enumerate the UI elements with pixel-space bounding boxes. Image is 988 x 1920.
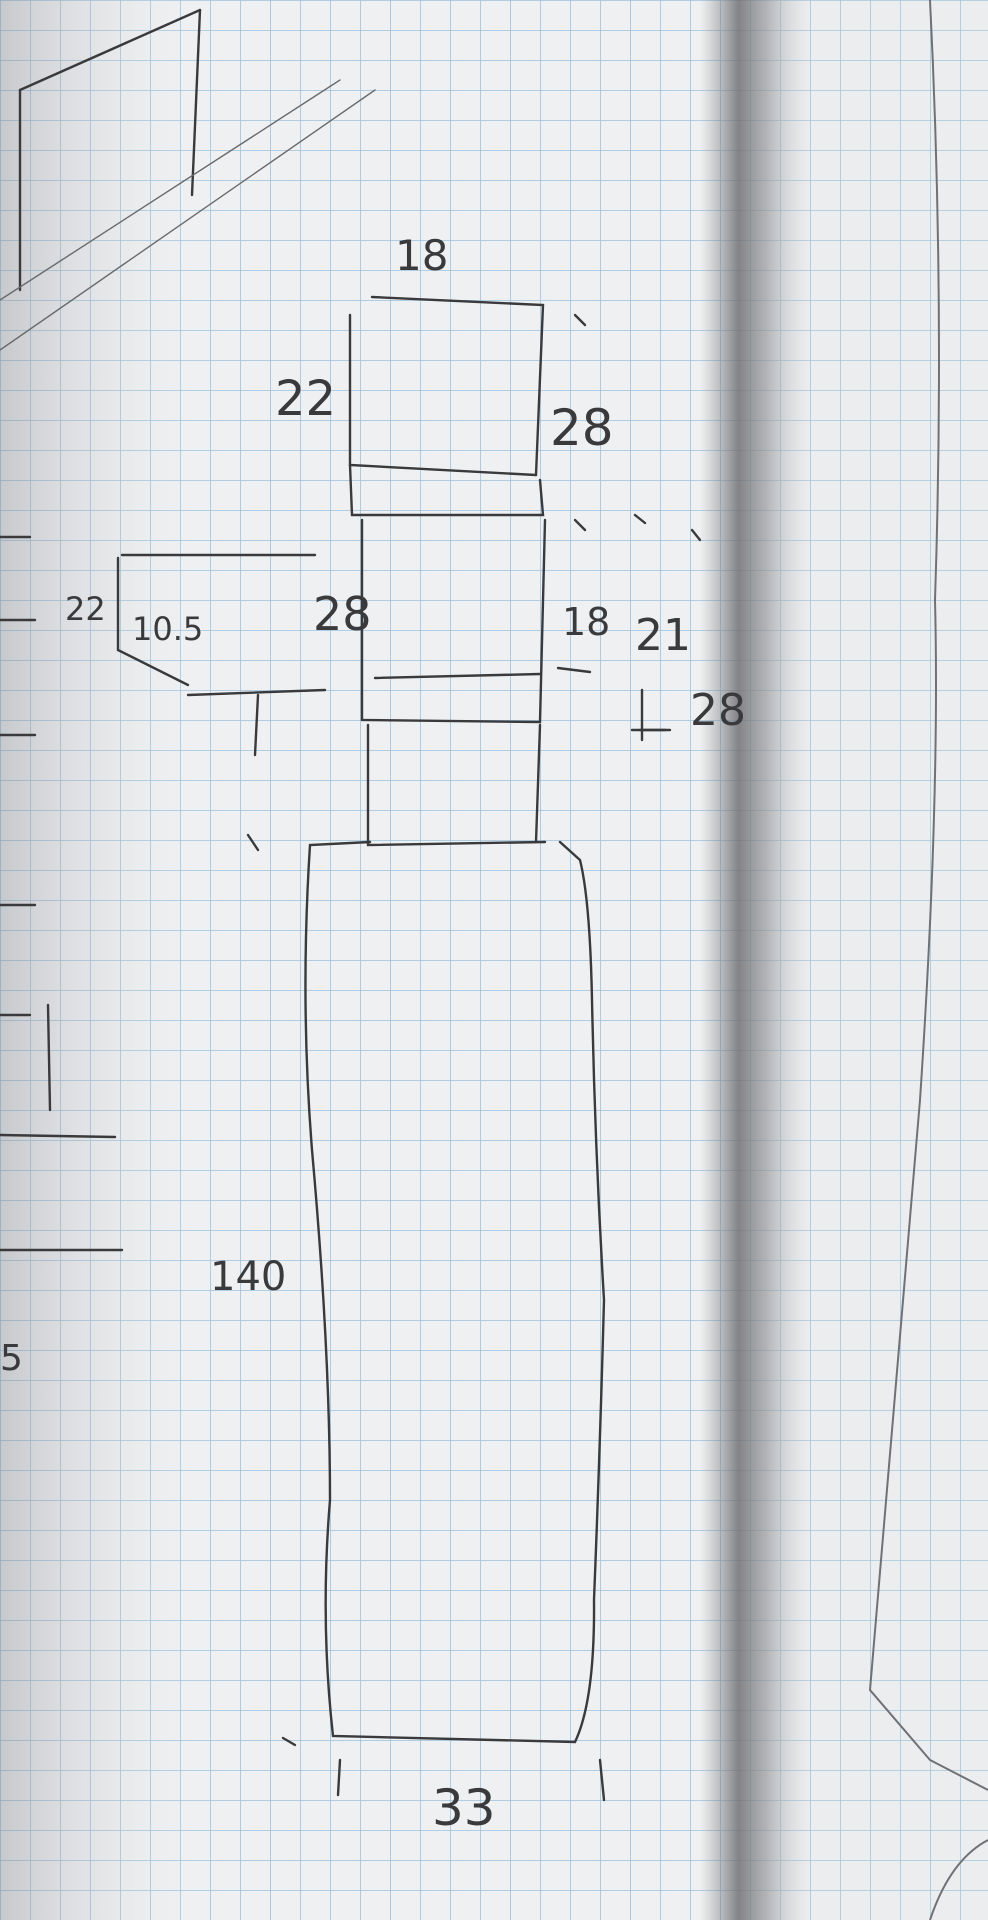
label-side-box-left: 22 bbox=[65, 590, 106, 628]
label-long-left: 140 bbox=[210, 1254, 287, 1300]
label-right-middle: 18 bbox=[562, 600, 611, 644]
label-left-middle: 28 bbox=[313, 587, 372, 641]
label-edge-number: 5 bbox=[0, 1338, 23, 1379]
label-side-box-inner: 10.5 bbox=[132, 610, 204, 648]
label-side-right-2: 28 bbox=[690, 685, 746, 736]
label-left-upper: 22 bbox=[275, 371, 337, 427]
label-top-width: 18 bbox=[395, 231, 449, 280]
label-right-upper: 28 bbox=[550, 399, 614, 457]
page-fold-shadow bbox=[700, 0, 810, 1920]
label-side-right-1: 21 bbox=[635, 610, 691, 661]
label-bottom-width: 33 bbox=[432, 1779, 496, 1837]
